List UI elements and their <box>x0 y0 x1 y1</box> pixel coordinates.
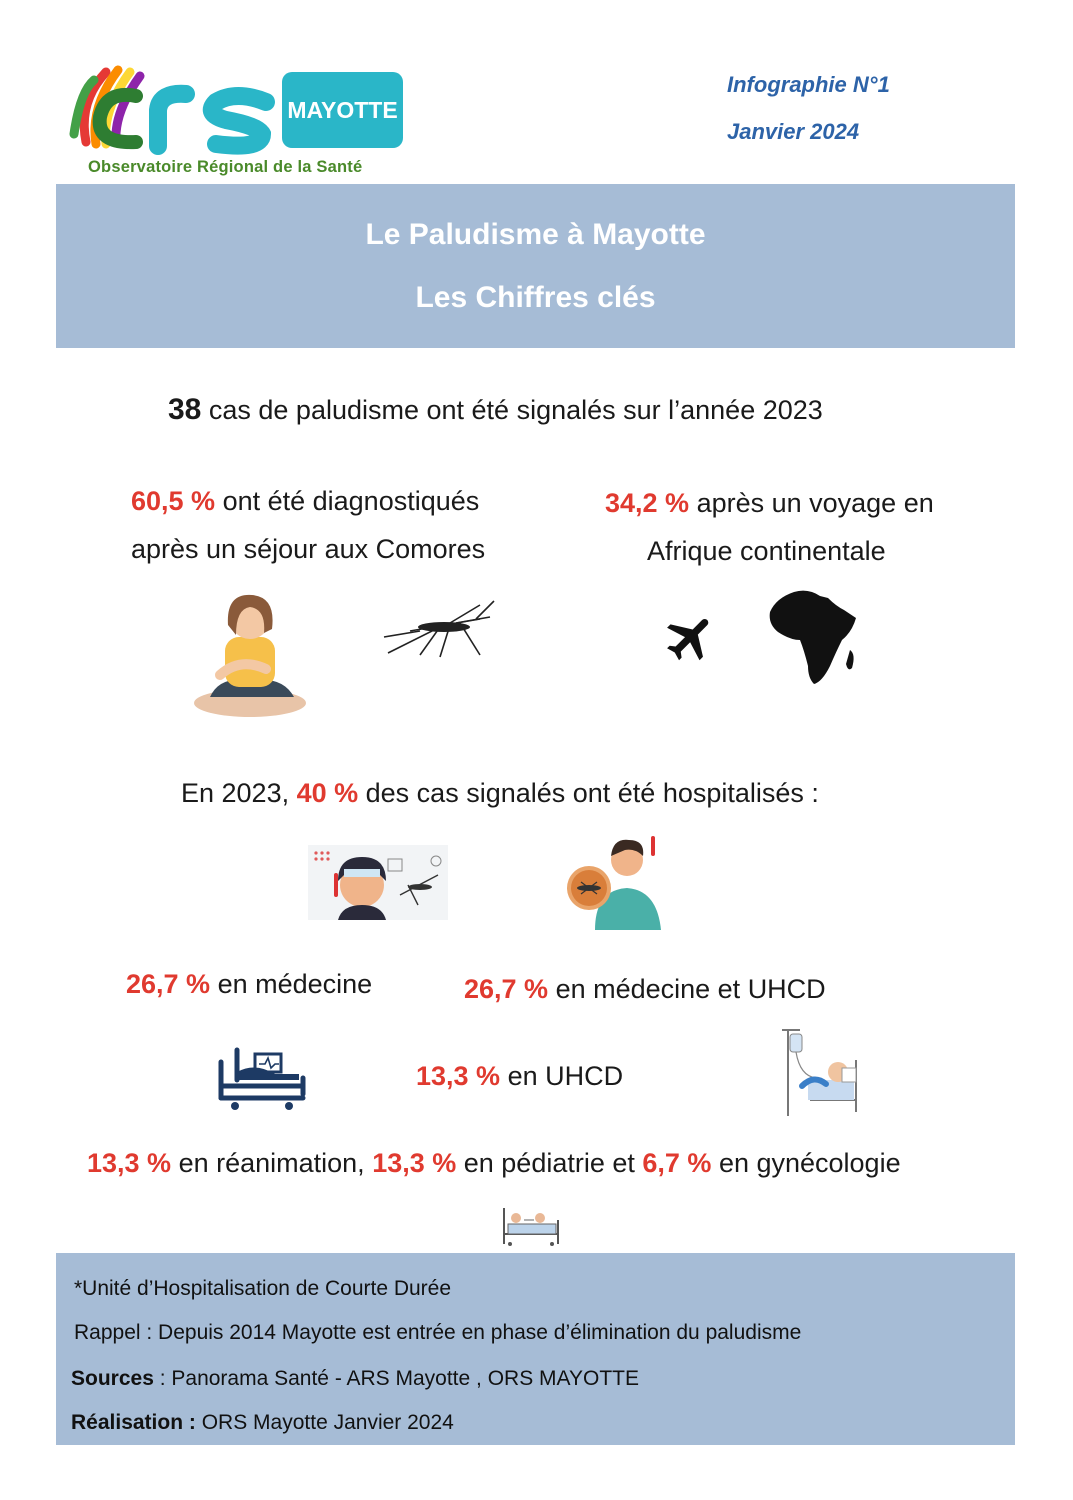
footer-reminder: Rappel : Depuis 2014 Mayotte est entrée en phase d’élimination du paludisme <box>74 1321 802 1344</box>
reanimation-label: en réanimation, <box>171 1148 373 1178</box>
hospital-suffix: des cas signalés ont été hospitalisés : <box>358 778 819 808</box>
hospital-summary <box>181 778 819 809</box>
gyneco-percent: 6,7 % <box>642 1148 712 1178</box>
cases-summary <box>168 393 823 427</box>
medecine-uhcd-label: en médecine et UHCD <box>548 974 826 1004</box>
medecine-stat <box>126 969 372 1000</box>
medecine-uhcd-stat <box>464 974 826 1005</box>
africa-map-icon <box>764 588 860 688</box>
uhcd-label: en UHCD <box>500 1061 624 1091</box>
comores-line2: après un séjour aux Comores <box>131 534 486 564</box>
medecine-label: en médecine <box>210 969 373 999</box>
realisation-value: ORS Mayotte Janvier 2024 <box>195 1411 454 1434</box>
afrique-percent: 34,2 % <box>605 488 690 518</box>
hospital-percent: 40 % <box>296 778 359 808</box>
comores-text1: ont été diagnostiqués <box>215 486 480 516</box>
cases-count: 38 <box>168 393 202 426</box>
footer-sources <box>71 1367 639 1391</box>
page-title: Le Paludisme à Mayotte <box>365 218 706 251</box>
comores-line1 <box>131 486 479 517</box>
pediatrie-percent: 13,3 % <box>372 1148 457 1178</box>
mosquito-icon <box>380 597 498 661</box>
medecine-uhcd-percent: 26,7 % <box>464 974 549 1004</box>
patients-beds-icon <box>500 1198 562 1246</box>
comores-percent: 60,5 % <box>131 486 216 516</box>
uhcd-stat <box>416 1061 623 1092</box>
page-subtitle: Les Chiffres clés <box>415 281 656 314</box>
sources-label: Sources <box>71 1367 154 1390</box>
sources-value: : Panorama Santé - ARS Mayotte , ORS MAYOTTE <box>153 1367 639 1390</box>
other-services-stat <box>87 1148 901 1179</box>
sick-girl-icon <box>190 585 310 720</box>
logo-subtitle: Observatoire Régional de la Santé <box>88 158 363 176</box>
afrique-line2: Afrique continentale <box>647 536 886 566</box>
man-mosquito-bite-icon <box>565 830 670 930</box>
realisation-label: Réalisation : <box>71 1411 196 1434</box>
medecine-percent: 26,7 % <box>126 969 211 999</box>
airplane-icon <box>662 609 720 667</box>
uhcd-percent: 13,3 % <box>416 1061 501 1091</box>
afrique-text1: après un voyage en <box>689 488 934 518</box>
infographic-date: Janvier 2024 <box>727 119 860 144</box>
gyneco-label: en gynécologie <box>711 1148 901 1178</box>
reanimation-percent: 13,3 % <box>87 1148 172 1178</box>
hospital-bed-icon <box>215 1040 309 1112</box>
footer-note: *Unité d’Hospitalisation de Courte Durée <box>74 1277 452 1300</box>
cases-text: cas de paludisme ont été signalés sur l’année 2023 <box>201 395 823 425</box>
logo-badge-mayotte: MAYOTTE <box>282 72 403 148</box>
fever-illustration-icon <box>308 845 448 920</box>
infographic-number: Infographie N°1 <box>727 72 890 97</box>
footer-realisation <box>71 1411 454 1435</box>
afrique-line1 <box>605 488 934 519</box>
pediatrie-label: en pédiatrie et <box>456 1148 643 1178</box>
patient-drip-icon <box>780 1026 862 1116</box>
title-banner <box>56 184 1015 348</box>
hospital-prefix: En 2023, <box>181 778 297 808</box>
